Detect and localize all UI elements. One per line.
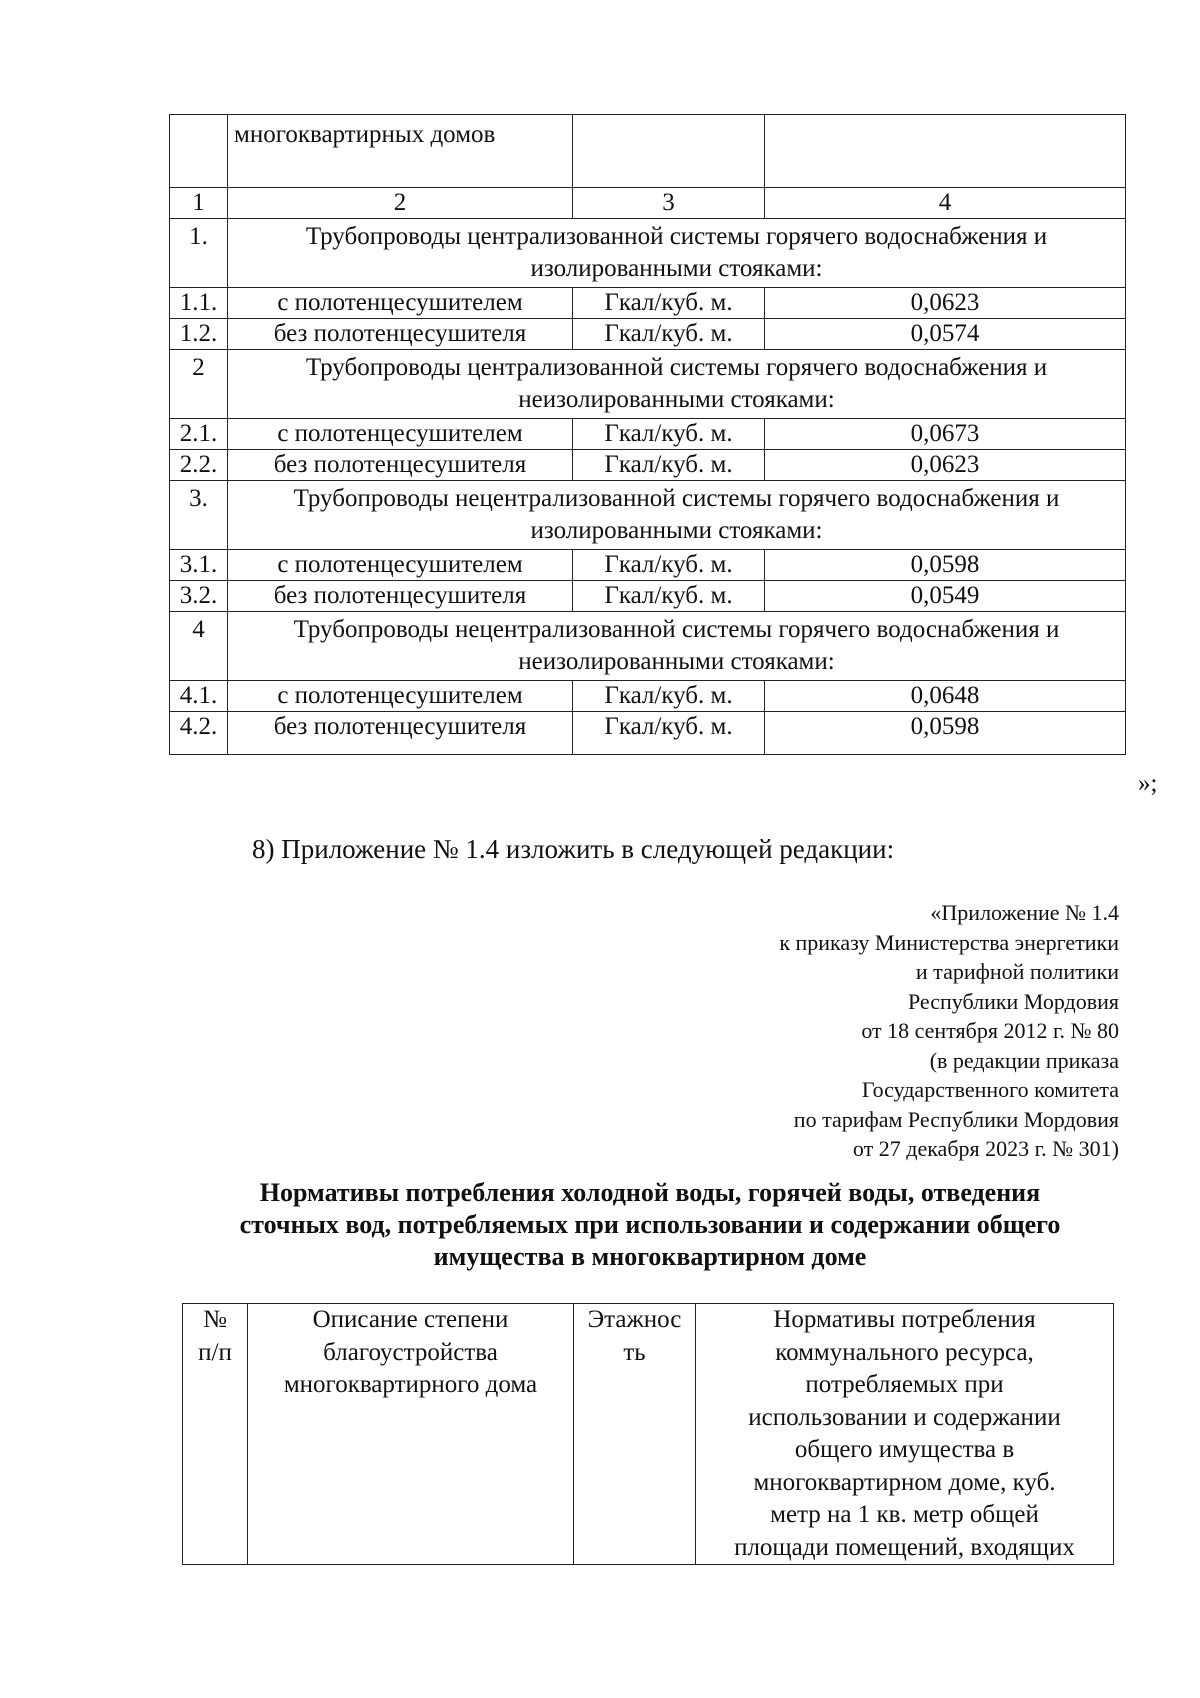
table-row [170, 712, 1126, 755]
row-description: с полотенцесушителем [228, 681, 573, 712]
table-row [170, 450, 1126, 481]
row-description: без полотенцесушителя [228, 581, 573, 612]
column-number: 3 [573, 188, 765, 219]
group-number: 3. [170, 481, 228, 550]
column-number: 1 [170, 188, 228, 219]
table-group-row [170, 481, 1126, 550]
row-value: 0,0623 [765, 450, 1126, 481]
header-cell-floors [574, 1304, 696, 1565]
row-unit: Гкал/куб. м. [573, 581, 765, 612]
title-line: сточных вод, потребляемых при использовании и содержании общего [239, 1210, 1061, 1239]
table-group-row [170, 350, 1126, 419]
table-group-row [170, 612, 1126, 681]
header-line: общего имущества в [794, 1436, 1015, 1463]
row-unit: Гкал/куб. м. [573, 550, 765, 581]
row-description: без полотенцесушителя [228, 319, 573, 350]
column-number: 4 [765, 188, 1126, 219]
row-value: 0,0549 [765, 581, 1126, 612]
header-line: благоустройства [323, 1338, 498, 1366]
header-line: ть [623, 1338, 646, 1366]
annex-line: и тарифной политики [915, 959, 1119, 984]
row-number: 4.1. [170, 681, 228, 712]
header-line: использовании и содержании [748, 1403, 1061, 1431]
table-cell: многоквартирных домов [228, 115, 573, 188]
amendment-instruction: 8) Приложение № 1.4 изложить в следующей редакции: [252, 834, 895, 864]
header-cell-number [183, 1304, 248, 1565]
table-group-row [170, 219, 1126, 288]
title-line: Нормативы потребления холодной воды, горячей воды, отведения [259, 1178, 1041, 1207]
annex-line: к приказу Министерства энергетики [779, 929, 1119, 955]
annex-line: от 27 декабря 2023 г. № 301) [852, 1136, 1119, 1161]
annex-line: от 18 сентября 2012 г. № 80 [861, 1018, 1119, 1043]
column-number-row [170, 188, 1126, 219]
column-number: 2 [228, 188, 573, 219]
heat-norms-table [169, 114, 1126, 755]
row-value: 0,0574 [765, 319, 1126, 350]
row-description: без полотенцесушителя [228, 450, 573, 481]
row-number: 3.1. [170, 550, 228, 581]
header-line: многоквартирном доме, куб. [753, 1468, 1056, 1496]
row-description: с полотенцесушителем [228, 550, 573, 581]
row-value: 0,0598 [765, 712, 1126, 755]
table-row [170, 681, 1126, 712]
row-number: 1.2. [170, 319, 228, 350]
header-line: Описание степени [312, 1306, 509, 1333]
row-number: 3.2. [170, 581, 228, 612]
header-line: Нормативы потребления [773, 1306, 1036, 1333]
table-row [170, 319, 1126, 350]
row-unit: Гкал/куб. м. [573, 319, 765, 350]
table-cell [573, 115, 765, 188]
row-unit: Гкал/куб. м. [573, 288, 765, 319]
table-row [170, 419, 1126, 450]
table-header-row [183, 1304, 1114, 1565]
row-description: с полотенцесушителем [228, 288, 573, 319]
water-norms-table [182, 1303, 1114, 1565]
table-cell [765, 115, 1126, 188]
row-unit: Гкал/куб. м. [573, 681, 765, 712]
annex-line: «Приложение № 1.4 [930, 900, 1119, 925]
row-value: 0,0598 [765, 550, 1126, 581]
closing-quote-mark: »; [1138, 770, 1158, 797]
header-line: площади помещений, входящих [734, 1533, 1075, 1561]
row-value: 0,0648 [765, 681, 1126, 712]
annex-line: Государственного комитета [861, 1077, 1119, 1102]
group-title: Трубопроводы централизованной системы горячего водоснабжения и неизолированными стояками: [228, 350, 1126, 419]
header-line: п/п [198, 1338, 232, 1366]
table-row [170, 550, 1126, 581]
row-number: 2.1. [170, 419, 228, 450]
row-value: 0,0673 [765, 419, 1126, 450]
group-title: Трубопроводы нецентрализованной системы горячего водоснабжения и неизолированными стояками: [228, 612, 1126, 681]
row-value: 0,0623 [765, 288, 1126, 319]
row-number: 4.2. [170, 712, 228, 755]
header-cell-norms [696, 1304, 1114, 1565]
table-continued-header-row [170, 115, 1126, 188]
table-cell [170, 115, 228, 188]
row-number: 2.2. [170, 450, 228, 481]
header-line: коммунального ресурса, [775, 1338, 1034, 1366]
annex-line: (в редакции приказа [929, 1047, 1119, 1073]
header-line: потребляемых при [805, 1371, 1004, 1398]
group-number: 2 [170, 350, 228, 419]
table-row [170, 288, 1126, 319]
group-title: Трубопроводы централизованной системы горячего водоснабжения и изолированными стояками: [228, 219, 1126, 288]
header-line: метр на 1 кв. метр общей [770, 1501, 1039, 1528]
group-number: 1. [170, 219, 228, 288]
header-cell-description [248, 1304, 574, 1565]
group-title: Трубопроводы нецентрализованной системы горячего водоснабжения и изолированными стояками: [228, 481, 1126, 550]
header-line: № [203, 1306, 227, 1333]
annex-line: Республики Мордовия [907, 988, 1119, 1014]
table-row [170, 581, 1126, 612]
annex-reference-block [619, 898, 1119, 1164]
row-unit: Гкал/куб. м. [573, 712, 765, 755]
title-line: имущества в многоквартирном доме [433, 1242, 867, 1271]
row-unit: Гкал/куб. м. [573, 450, 765, 481]
header-line: Этажнос [587, 1306, 682, 1333]
row-description: без полотенцесушителя [228, 712, 573, 755]
row-unit: Гкал/куб. м. [573, 419, 765, 450]
document-title [170, 1177, 1130, 1273]
header-line: многоквартирного дома [283, 1371, 538, 1398]
row-description: с полотенцесушителем [228, 419, 573, 450]
row-number: 1.1. [170, 288, 228, 319]
group-number: 4 [170, 612, 228, 681]
annex-line: по тарифам Республики Мордовия [793, 1106, 1119, 1132]
